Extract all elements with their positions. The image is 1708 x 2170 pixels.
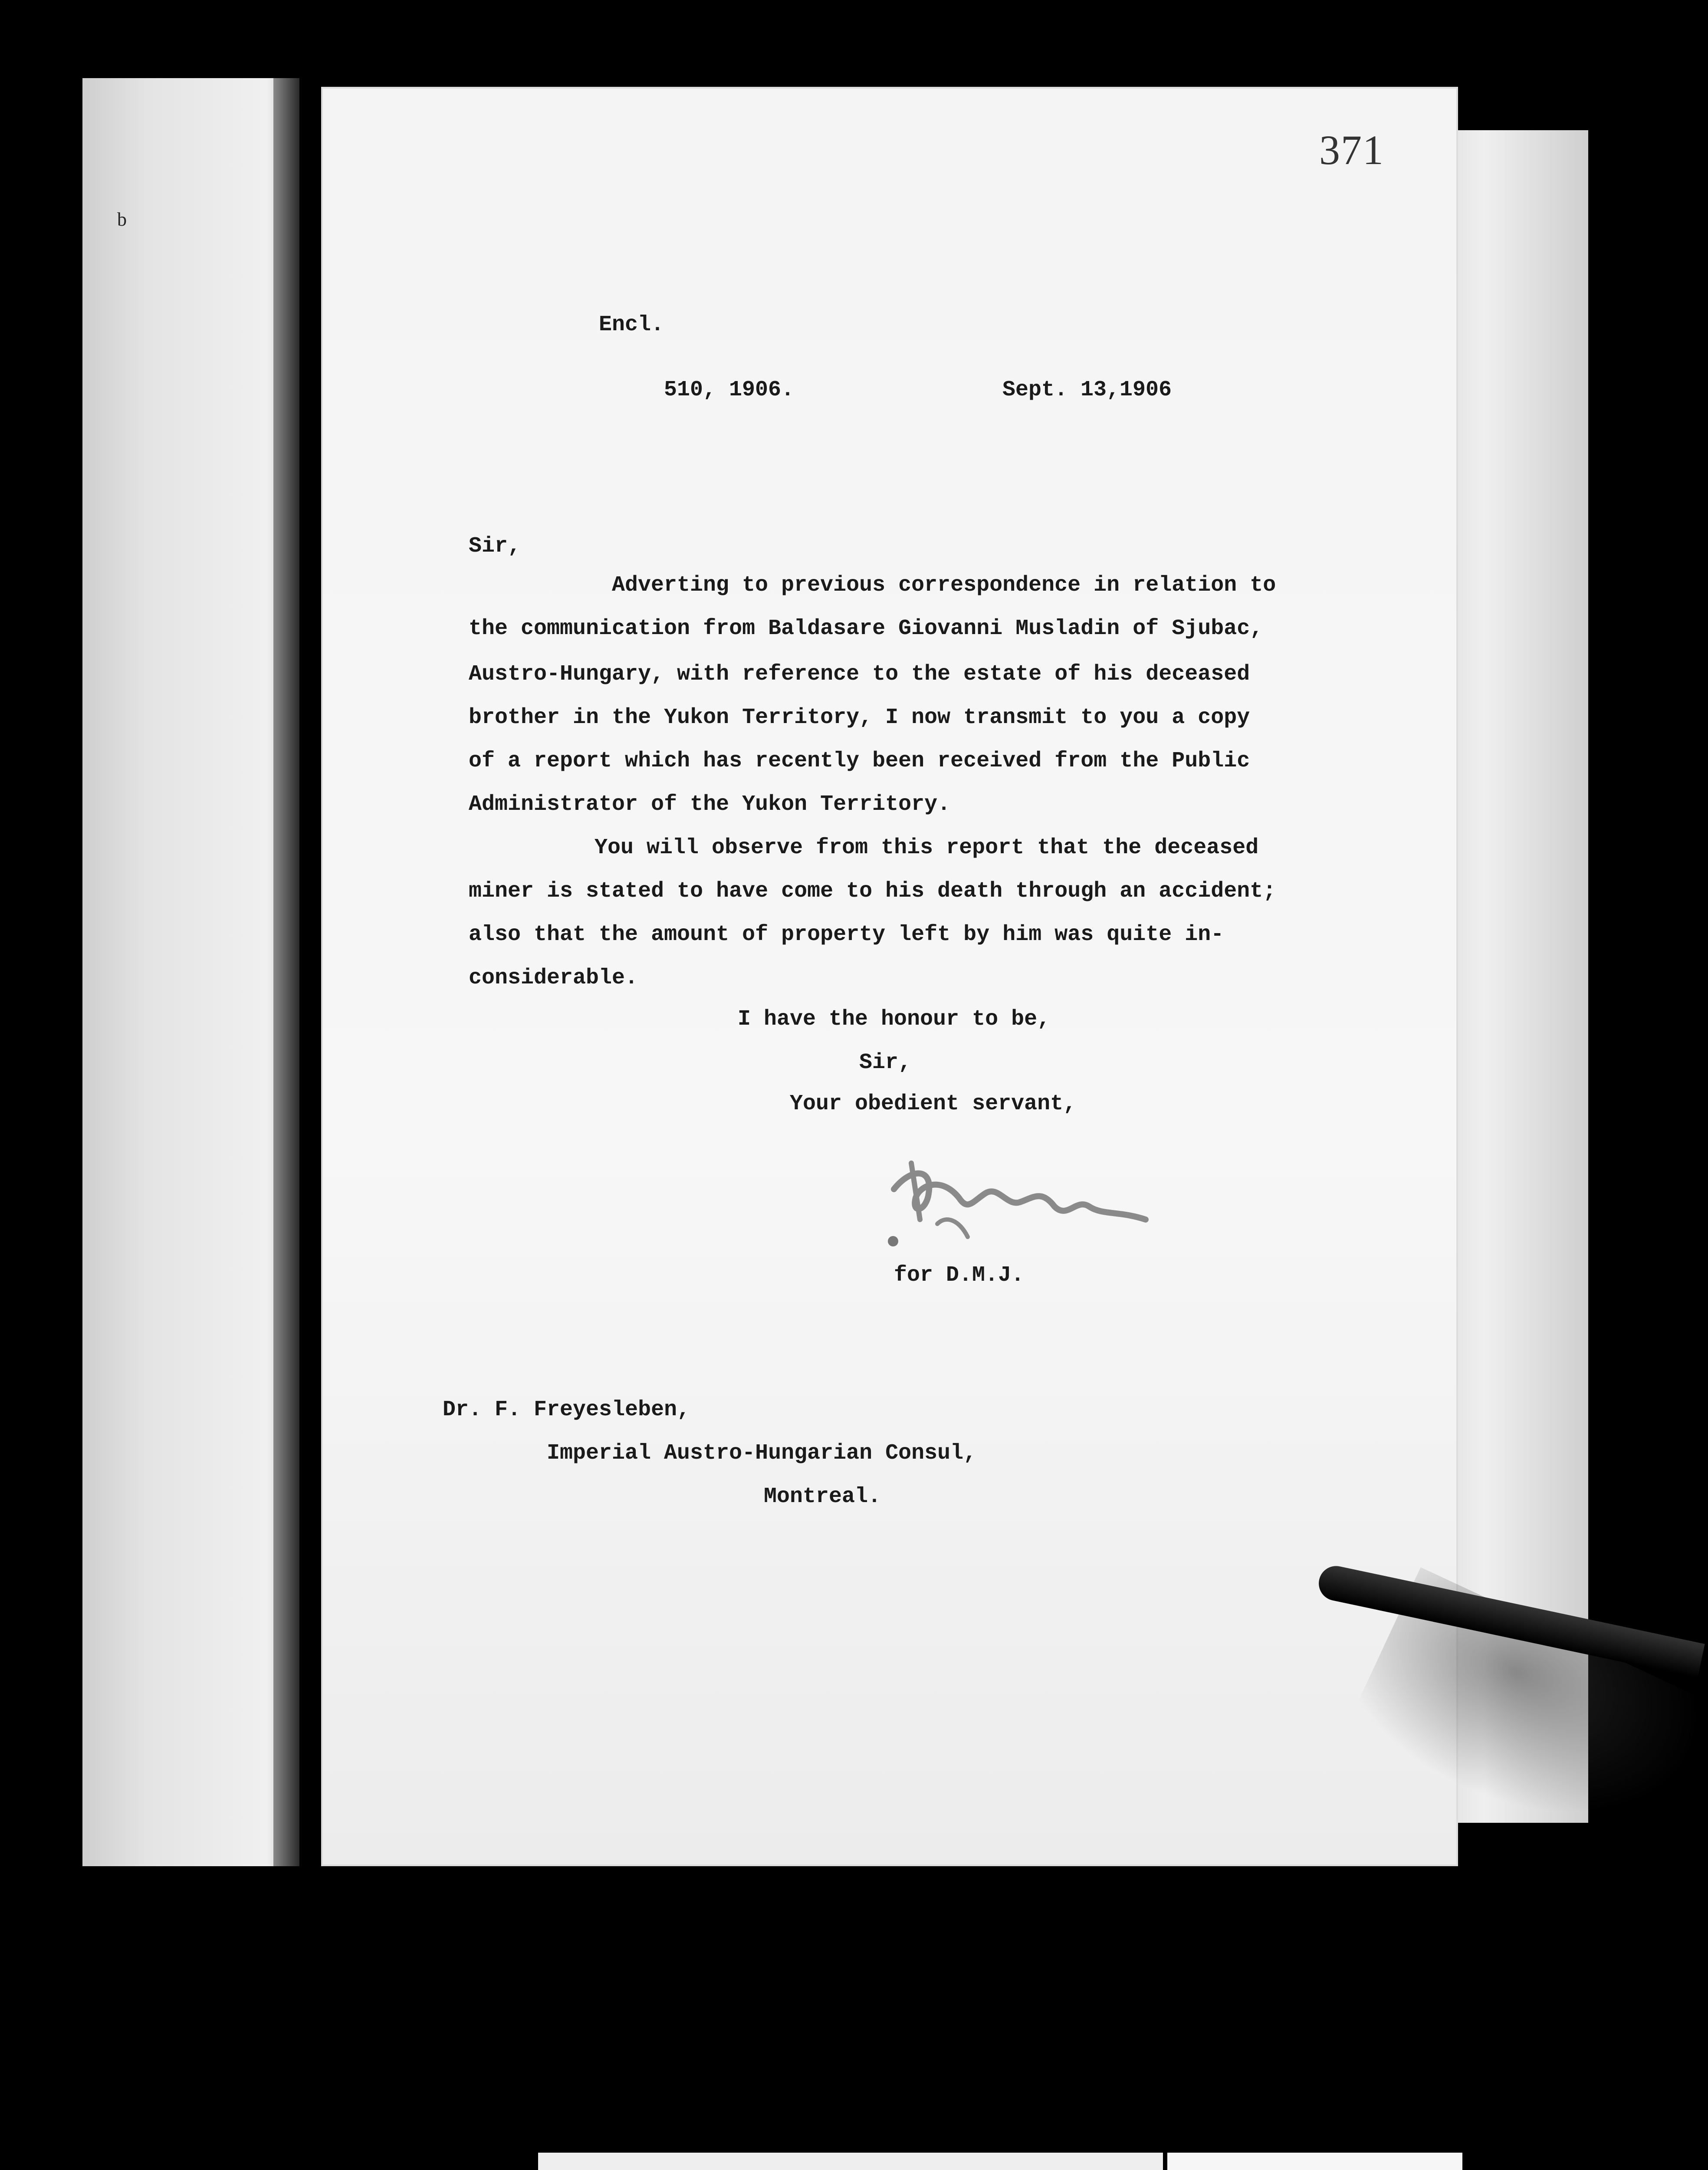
page-number: 371 [1319, 127, 1384, 173]
page-fold-shadow [273, 78, 299, 1866]
body-line: Adverting to previous correspondence in relation to [612, 573, 1276, 598]
salutation: Sir, [469, 534, 521, 559]
closing-line: I have the honour to be, [738, 1007, 1051, 1032]
handwritten-signature [885, 1150, 1167, 1263]
recipient-line: Montreal. [764, 1484, 881, 1509]
body-line: miner is stated to have come to his death through an accident; [469, 879, 1276, 904]
body-line: Austro-Hungary, with reference to the estate of his deceased [469, 662, 1250, 687]
recipient-line: Imperial Austro-Hungarian Consul, [547, 1441, 977, 1466]
body-line: the communication from Baldasare Giovanni Musladin of Sjubac, [469, 616, 1263, 641]
file-number: 510, 1906. [664, 378, 795, 402]
body-line: also that the amount of property left by him was quite in- [469, 922, 1224, 947]
letter-date: Sept. 13,1906 [1002, 378, 1172, 402]
margin-mark: b [117, 209, 127, 230]
department-label [538, 2153, 1163, 2170]
body-line: Administrator of the Yukon Territory. [469, 792, 951, 817]
body-line: You will observe from this report that the deceased [595, 835, 1259, 860]
closing-line: Your obedient servant, [790, 1092, 1077, 1116]
closing-line: Sir, [859, 1050, 912, 1075]
signed-for: for D.M.J. [894, 1263, 1025, 1288]
left-folded-page [82, 78, 299, 1866]
body-line: of a report which has recently been received from the Public [469, 749, 1250, 773]
enclosure-label: Encl. [599, 312, 664, 337]
body-line: considerable. [469, 966, 638, 990]
recipient-line: Dr. F. Freyesleben, [443, 1397, 690, 1422]
copy-quality-label [1167, 2153, 1462, 2170]
body-line: brother in the Yukon Territory, I now transmit to you a copy [469, 705, 1250, 730]
